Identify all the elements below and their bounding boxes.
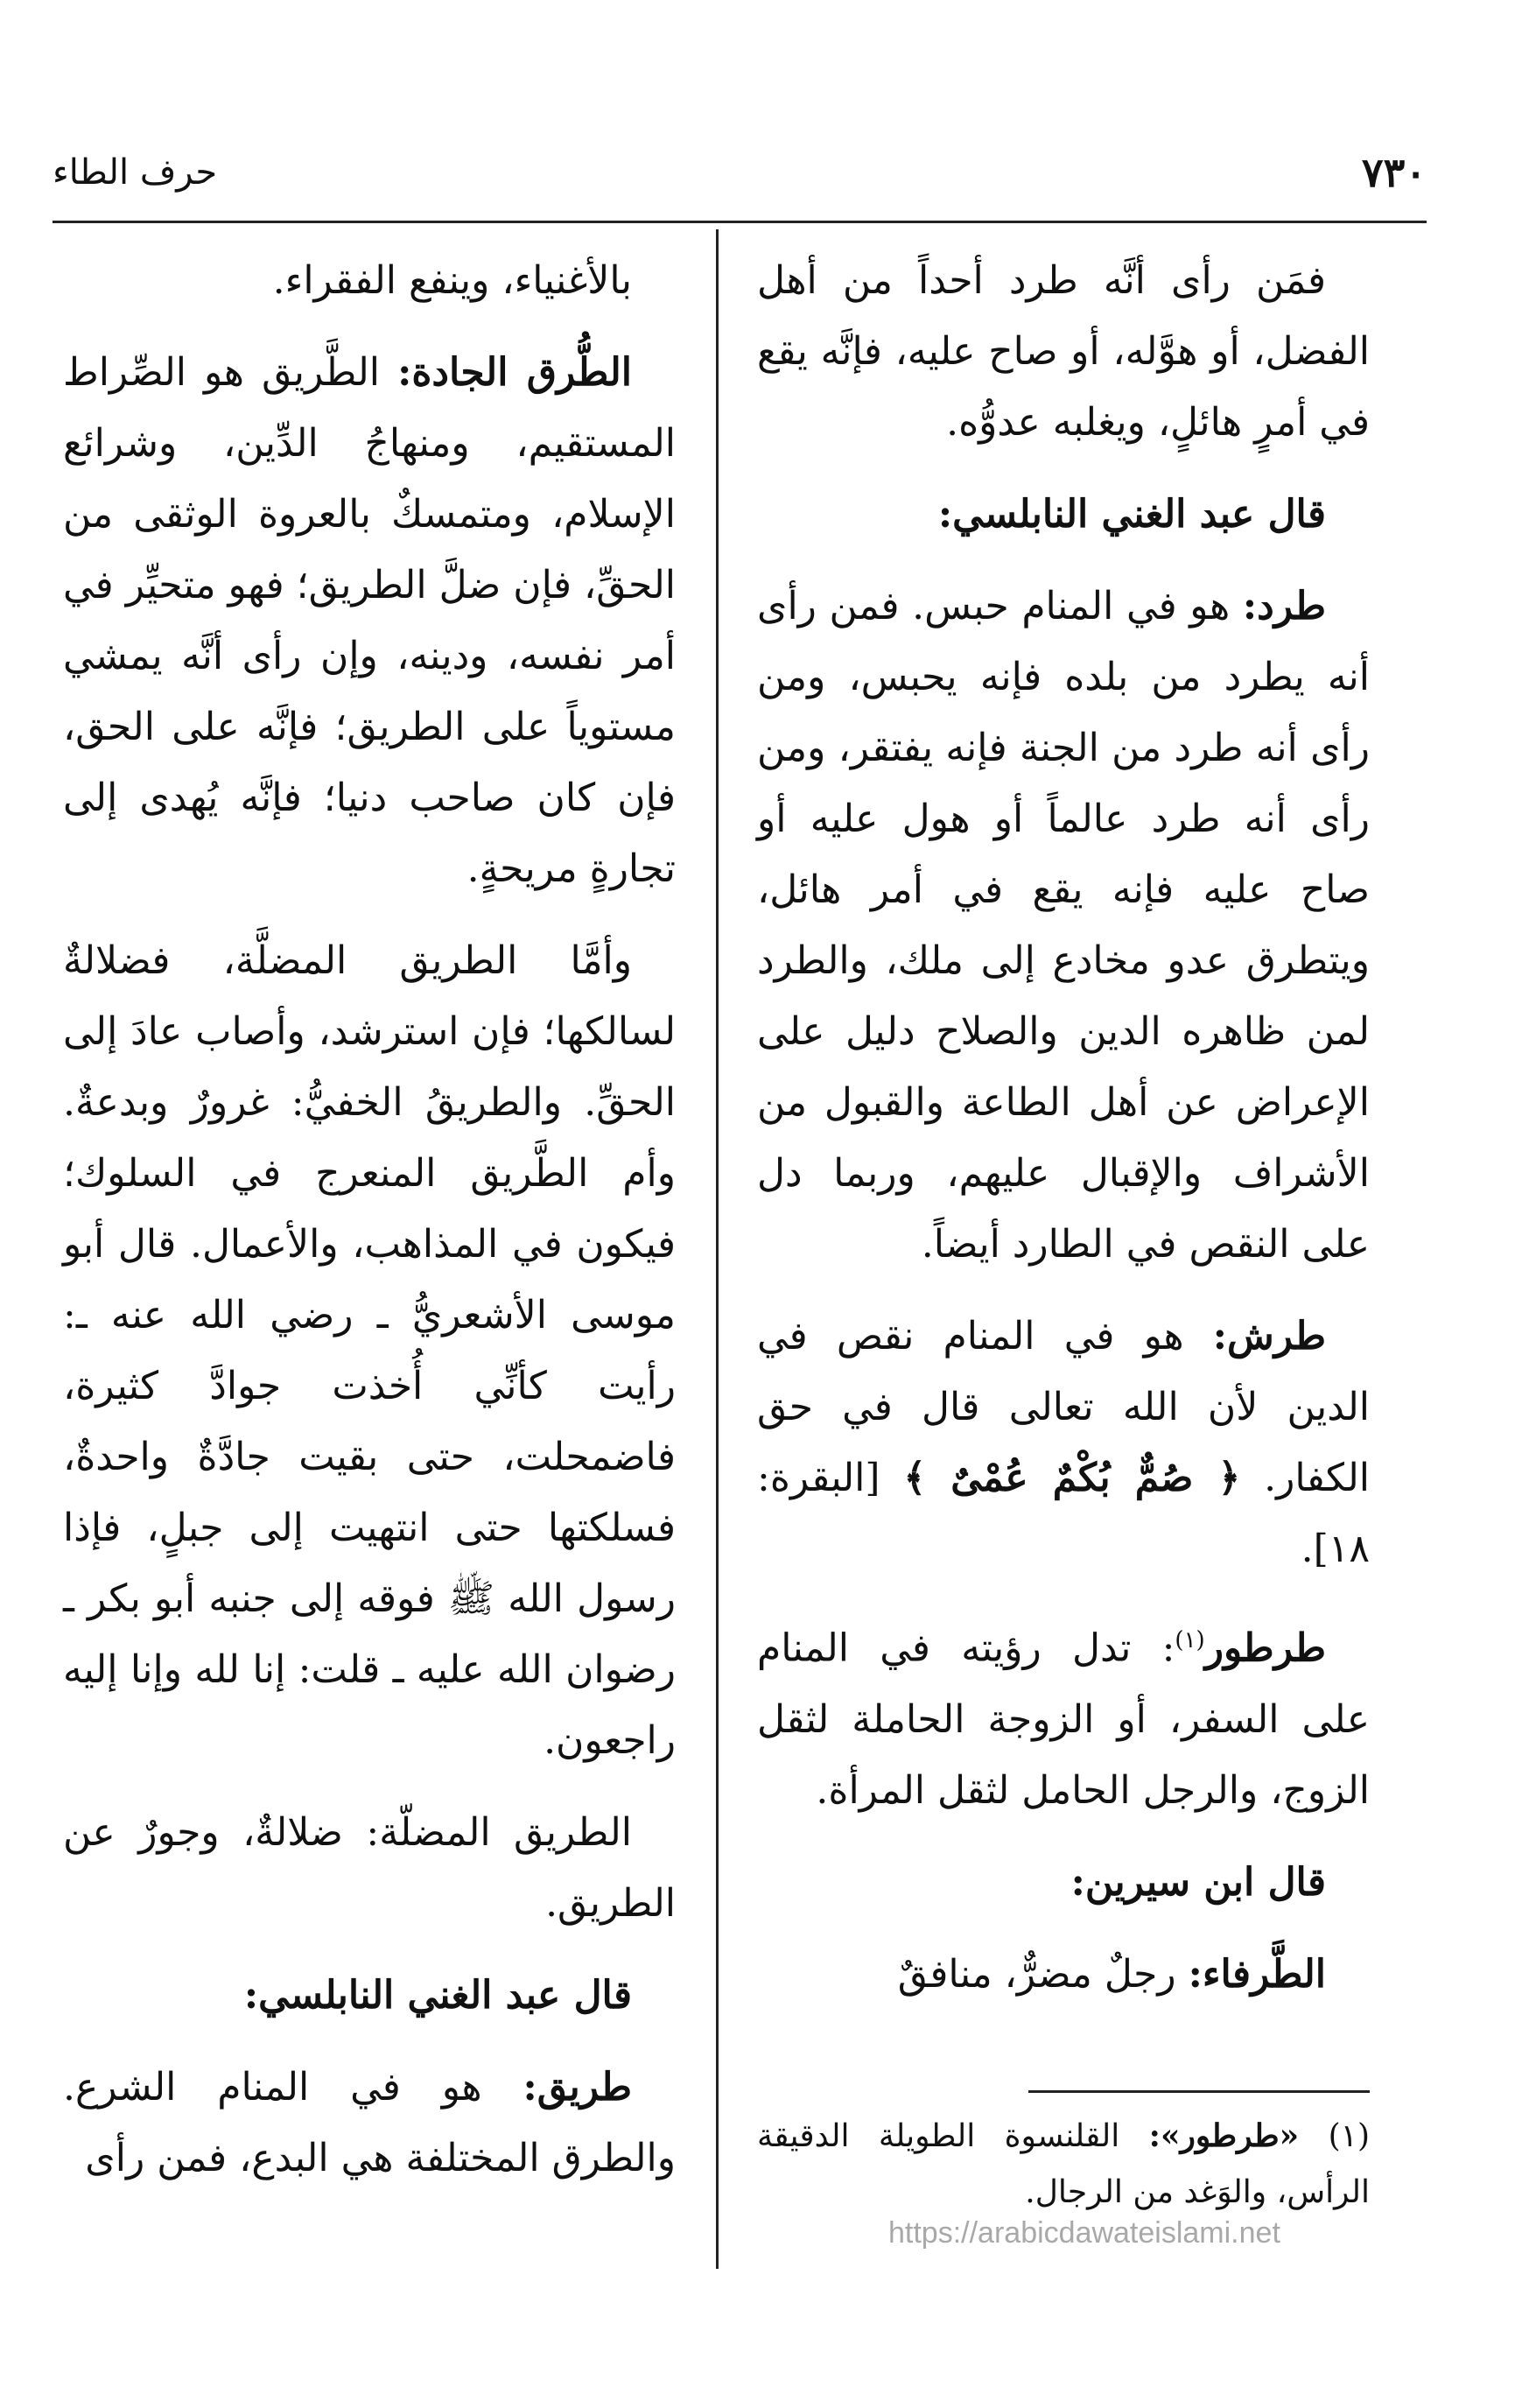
footnote-number: (١) — [1328, 2118, 1371, 2154]
paragraph: بالأغنياء، وينفع الفقراء. — [272, 258, 632, 303]
entry-tariq — [63, 2052, 676, 2194]
paragraph: الطريق المضلّة: ضلالةٌ، وجورٌ عن الطريق. — [63, 1810, 676, 1926]
entry-tarash — [757, 1301, 1370, 1584]
entry-term: الطُّرق الجادة: — [397, 350, 632, 395]
entry-tartur — [757, 1605, 1370, 1826]
footnote-marker: (١) — [1175, 1627, 1205, 1653]
watermark-url: https://arabicdawateislami.net — [888, 2216, 1280, 2250]
entry-term: طرش: — [1212, 1314, 1326, 1358]
section-heading: قال عبد الغني النابلسي: — [937, 492, 1326, 537]
entry-text: هو في المنام الشرع. والطرق المختلفة هي البدع، فمن رأى — [63, 2065, 676, 2180]
entry-text: هو في المنام حبس. فمن رأى أنه يطرد من بلده فإنه يحبس، ومن رأى أنه طرد من الجنة فإنه يفتقر، ومن رأى أنه طرد عالماً أو هول عليه أو صاح عليه فإنه يقع في أمر هائل، ويتطرق عدو مخادع إلى ملك، والطرد لمن ظاهره الدين والصلاح دليل على الإعراض عن أهل الطاعة والقبول من الأشراف والإقبال عليهم، وربما دل على النقص في الطارد أيضاً. — [757, 584, 1370, 1267]
entry-tard — [757, 571, 1370, 1280]
entry-term: طرطور — [1204, 1625, 1326, 1671]
entry-term: الطَّرفاء: — [1188, 1951, 1326, 1997]
footnote — [757, 2108, 1370, 2221]
quran-verse: ﴿ صُمٌّ بُكْمٌ عُمْىٌ ﴾ — [903, 1456, 1241, 1500]
page-header — [53, 149, 1427, 219]
paragraph: وأمَّا الطريق المضلَّة، فضلالةٌ لسالكها؛ فإن استرشد، وأصاب عادَ إلى الحقِّ. والطريقُ الخفيُّ: غرورٌ وبدعةٌ. وأم الطَّريق المنعرج في السلوك؛ فيكون في المذاهب، والأعمال. قال أبو موسى الأشعريُّ ـ رضي الله عنه ـ: رأيت كأنِّي أُخذت جوادَّ كثيرة، فاضمحلت، حتى بقيت جادَّةٌ واحدةٌ، فسلكتها حتى انتهيت إلى جبلٍ، فإذا رسول الله ﷺ فوقه إلى جنبه أبو بكر ـ رضوان الله عليه ـ قلت: إنا لله وإنا إليه راجعون. — [63, 938, 676, 1763]
entry-term: طرد: — [1242, 584, 1326, 628]
footnote-text: القلنسوة الطويلة الدقيقة الرأس، والوَغد من الرجال. — [757, 2118, 1370, 2210]
footnote-rule — [1028, 2090, 1370, 2093]
right-column — [757, 245, 1370, 2031]
entry-tarfa — [757, 1939, 1370, 2010]
entry-text: رجلٌ مضرٌّ، منافقٌ — [897, 1951, 1176, 1997]
entry-turuq — [63, 337, 676, 904]
entry-text: هو في المنام نقص في الدين لأن الله تعالى قال في حق الكفار. — [757, 1314, 1370, 1500]
entry-text: الطَّريق هو الصِّراط المستقيم، ومنهاجُ الدِّين، وشرائع الإسلام، ومتمسكٌ بالعروة الوثقى من الحقِّ، فإن ضلَّ الطريق؛ فهو متحيِّر في أمر نفسه، ودينه، وإن رأى أنَّه يمشي مستوياً على الطريق؛ فإنَّه على الحق، فإن كان صاحب دنيا؛ فإنَّه يُهدى إلى تجارةٍ مريحةٍ. — [63, 350, 676, 891]
entry-term: طريق: — [523, 2065, 632, 2110]
footnote-term: «طرطور»: — [1148, 2117, 1300, 2154]
column-divider — [716, 229, 719, 2269]
paragraph: فمَن رأى أنَّه طرد أحداً من أهل الفضل، أو هوَّله، أو صاح عليه، فإنَّه يقع في أمرٍ هائلٍ، ويغلبه عدوُّه. — [757, 258, 1370, 445]
page-number: ٧٣٠ — [1361, 149, 1427, 196]
section-heading: قال عبد الغني النابلسي: — [243, 1973, 632, 2018]
chapter-title: حرف الطاء — [53, 152, 218, 193]
section-heading: قال ابن سيرين: — [1070, 1859, 1326, 1905]
header-rule — [53, 221, 1427, 223]
entry-text: : تدل رؤيته في المنام على السفر، أو الزوجة الحاملة لثقل الزوج، والرجل الحامل لثقل المرأة. — [757, 1625, 1370, 1813]
left-column — [63, 245, 676, 2215]
verse-reference: [البقرة: ١٨]. — [757, 1456, 1370, 1571]
